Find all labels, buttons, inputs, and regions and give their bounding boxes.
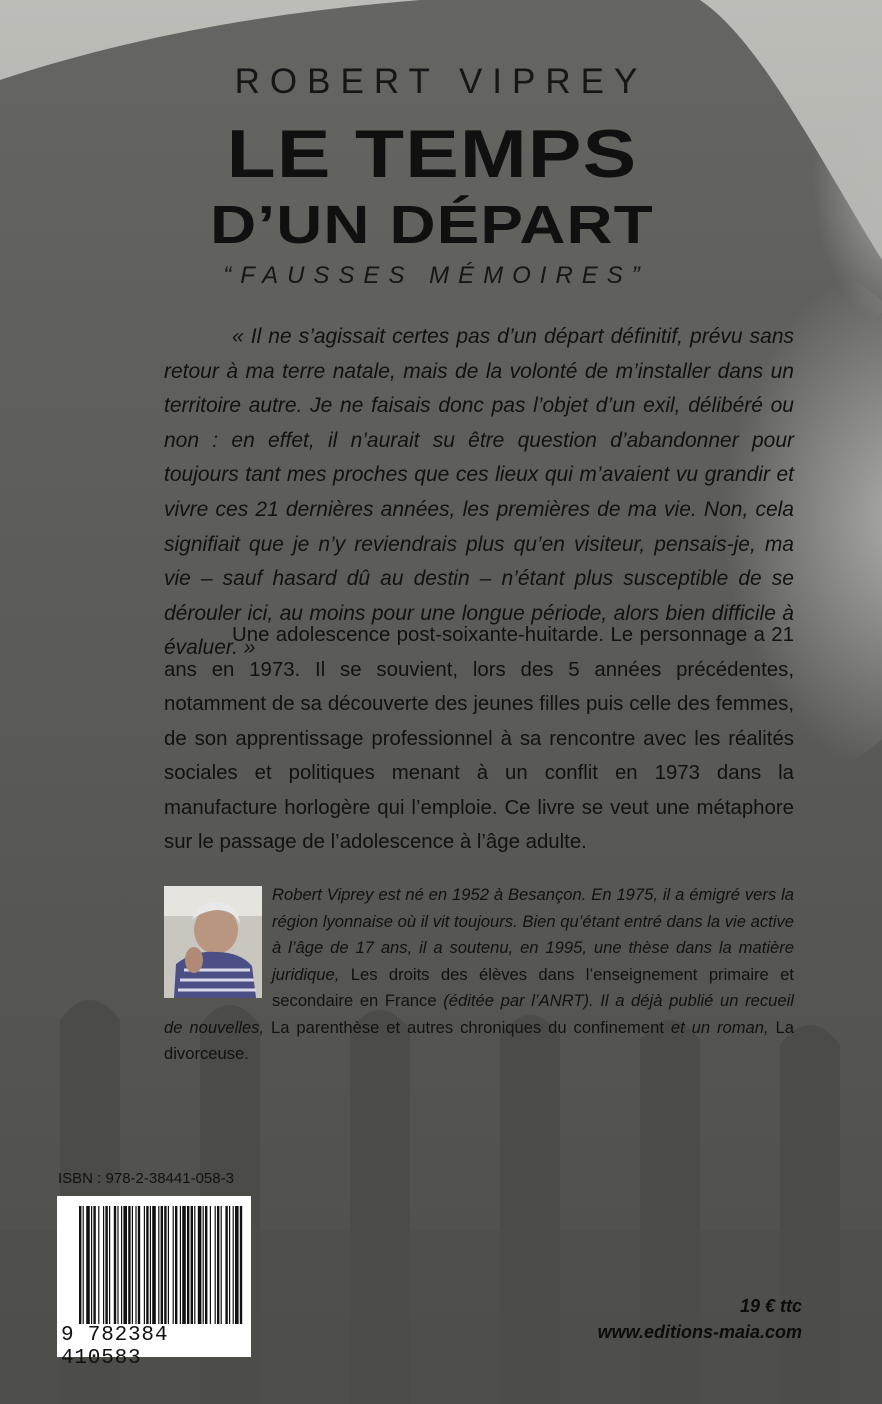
barcode-digits: 9 782384 410583 bbox=[61, 1324, 169, 1370]
book-title-line-2: D’UN DÉPART bbox=[210, 195, 654, 255]
publisher-website[interactable]: www.editions-maia.com bbox=[597, 1322, 802, 1342]
book-title-line-1: LE TEMPS bbox=[226, 116, 638, 192]
author-bio bbox=[164, 882, 794, 1068]
author-photo bbox=[164, 886, 262, 998]
isbn-number: ISBN : 978-2-38441-058-3 bbox=[58, 1170, 234, 1187]
bio-book-1: La parenthèse et autres chroniques du confinement bbox=[271, 1017, 664, 1037]
bio-text-2: (éditée par l’ANRT). Il a déjà publié un recueil de nouvelles, bbox=[164, 991, 794, 1037]
bio-thesis-title: Les droits des élèves dans l’enseignement primaire et secondaire en France bbox=[272, 964, 794, 1010]
bio-text-1: Robert Viprey est né en 1952 à Besançon. En 1975, il a émigré vers la région lyonnaise où il vit toujours. Bien qu’étant entré dans la vie active à l’âge de 17 ans, il a soutenu, en 1995, une thèse dans la matière juridique, bbox=[272, 885, 794, 984]
bio-end: . bbox=[244, 1044, 249, 1063]
price: 19 € ttc bbox=[739, 1296, 802, 1316]
bio-book-2: La divorceuse bbox=[164, 1017, 794, 1063]
bio-text-3: et un roman, bbox=[663, 1017, 776, 1037]
book-subtitle: “FAUSSES MÉMOIRES” bbox=[223, 262, 649, 289]
barcode bbox=[57, 1196, 251, 1370]
author-name: ROBERT VIPREY bbox=[234, 62, 648, 101]
book-summary: Une adolescence post-soixante-huitarde. Le personnage a 21 ans en 1973. Il se souvient, lors des 5 années précédentes, notamment de sa découverte des jeunes filles puis celle des femmes, de son apprentissage professionnel à sa rencontre avec les réalités sociales et politiques menant à un conflit en 1973 dans la manufacture horlogère qui l’emploie. Ce livre se veut une métaphore sur le passage de l’adolescence à l’âge adulte. bbox=[164, 624, 794, 853]
excerpt-quote: « Il ne s’agissait certes pas d’un départ définitif, prévu sans retour à ma terre natale, mais de la volonté de m’installer dans un territoire autre. Je ne faisais donc pas l’objet d’un exil, délibéré ou non : en effet, il n’aurait su être question d’abandonner pour toujours tant mes proches que ces lieux qui m’avaient vu grandir et vivre ces 21 dernières années, les premières de ma vie. Non, cela signifiait que je n’y reviendrais plus qu’en visiteur, pensais-je, ma vie – sauf hasard dû au destin – n’étant plus susceptible de se dérouler ici, au moins pour une longue période, alors bien difficile à évaluer. » bbox=[164, 325, 794, 660]
